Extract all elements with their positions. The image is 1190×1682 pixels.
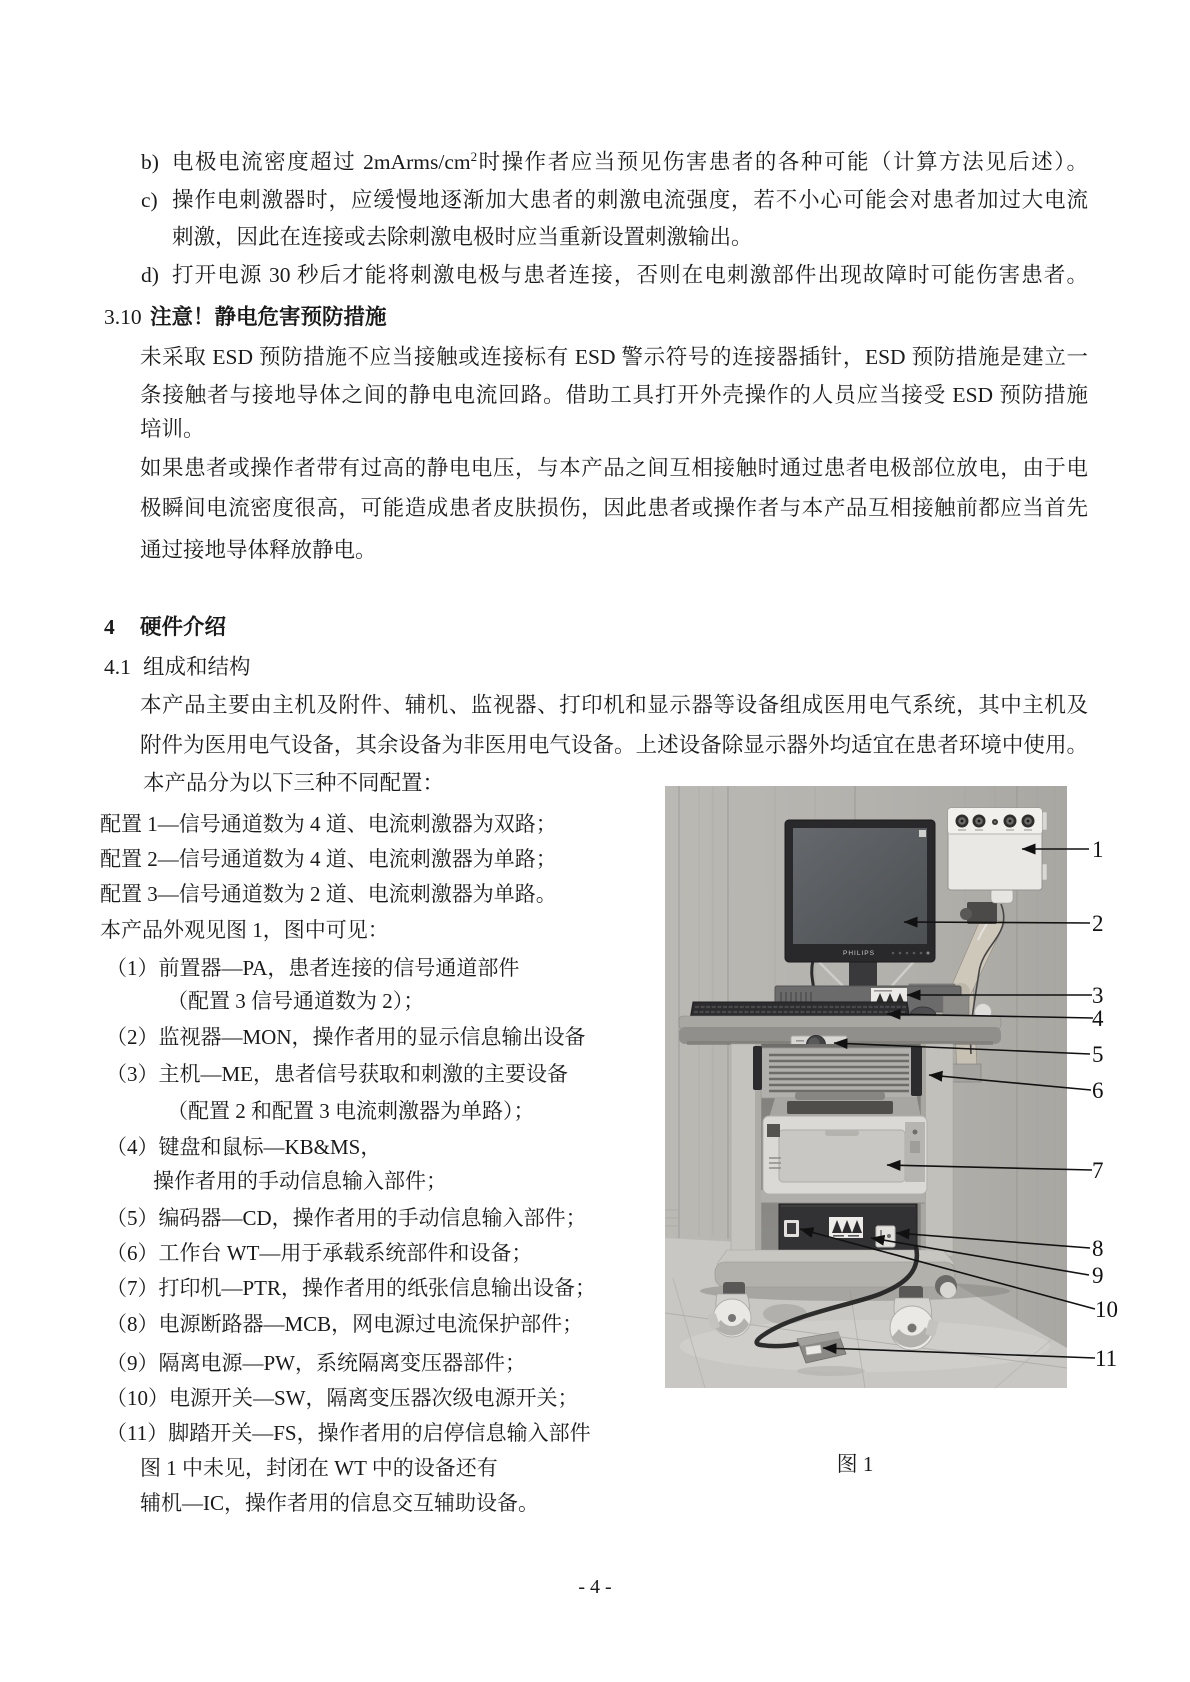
section-4-title: 硬件介绍 <box>140 615 227 639</box>
figure-list-item-10: （10）电源开关—SW，隔离变压器次级电源开关； <box>106 1386 579 1410</box>
figure-list-item-5: （5）编码器—CD，操作者用的手动信息输入部件； <box>106 1206 587 1230</box>
figure-1 <box>665 786 1125 1401</box>
power-unit <box>779 1204 917 1252</box>
para1-line1: 未采取 ESD 预防措施不应当接触或连接标有 ESD 警示符号的连接器插针，ESD 预防措施是建立一 <box>140 345 1088 369</box>
figure-list-item-6: （6）工作台 WT—用于承载系统部件和设备； <box>106 1241 533 1265</box>
callout-4: 4 <box>1092 1006 1104 1031</box>
figure-list-item-7: （7）打印机—PTR，操作者用的纸张信息输出设备； <box>106 1276 597 1300</box>
config-intro: 本产品分为以下三种不同配置： <box>143 771 445 795</box>
section-41-title: 组成和结构 <box>143 655 251 679</box>
item-b-text: 电极电流密度超过 2mArms/cm <box>172 150 471 174</box>
page-number: - 4 - <box>578 1576 612 1598</box>
figure-1-svg <box>665 786 1125 1401</box>
printer <box>763 1092 927 1194</box>
para1-line2: 条接触者与接地导体之间的静电电流回路。借助工具打开外壳操作的人员应当接受 ESD 预防措施 <box>140 383 1088 407</box>
callout-8: 8 <box>1092 1236 1104 1261</box>
callout-2: 2 <box>1092 911 1104 936</box>
figure-list-item-11b: 图 1 中未见，封闭在 WT 中的设备还有 <box>140 1456 498 1480</box>
figure-list-item-2: （2）监视器—MON，操作者用的显示信息输出设备 <box>106 1025 586 1049</box>
figure-list-item-4: （4）键盘和鼠标—KB&MS， <box>106 1135 382 1159</box>
para3-line2: 附件为医用电气设备，其余设备为非医用电气设备。上述设备除显示器外均适宜在患者环境中使用。 <box>140 733 1088 757</box>
list-item-b <box>172 147 1088 177</box>
figure-list-item-11c: 辅机—IC，操作者用的信息交互辅助设备。 <box>140 1491 539 1515</box>
section-41-number: 4.1 <box>104 655 131 679</box>
callout-1: 1 <box>1092 837 1104 862</box>
section-4-number: 4 <box>104 615 115 639</box>
figure-list-item-1: （1）前置器—PA，患者连接的信号通道部件 <box>106 956 520 980</box>
section-310-number: 3.10 <box>104 305 142 329</box>
figure-list-item-4b: 操作者用的手动信息输入部件； <box>153 1169 447 1193</box>
para3-line1: 本产品主要由主机及附件、辅机、监视器、打印机和显示器等设备组成医用电气系统，其中主机及 <box>140 693 1088 717</box>
list-marker-d: d) <box>141 263 159 287</box>
para2-line2: 极瞬间电流密度很高，可能造成患者皮肤损伤，因此患者或操作者与本产品互相接触前都应当首先 <box>140 496 1088 520</box>
callout-7: 7 <box>1092 1158 1104 1183</box>
para2-line1: 如果患者或操作者带有过高的静电电压，与本产品之间互相接触时通过患者电极部位放电，由于电 <box>140 456 1088 480</box>
figure-list-item-9: （9）隔离电源—PW，系统隔离变压器部件； <box>106 1351 526 1375</box>
config-1: 配置 1—信号通道数为 4 道、电流刺激器为双路； <box>100 812 557 836</box>
para1-line3: 培训。 <box>140 417 205 441</box>
callout-6: 6 <box>1092 1078 1104 1103</box>
config-3: 配置 3—信号通道数为 2 道、电流刺激器为单路。 <box>100 882 557 906</box>
para2-line3: 通过接地导体释放静电。 <box>140 538 377 562</box>
item-b-text-cont: 时操作者应当预见伤害患者的各种可能（计算方法见后述）。 <box>477 150 1088 174</box>
list-marker-c: c) <box>141 188 158 212</box>
figure-list-item-8: （8）电源断路器—MCB，网电源过电流保护部件； <box>106 1312 584 1336</box>
vented-cabinet <box>753 1046 922 1098</box>
power-unit-logo <box>829 1217 863 1238</box>
item-b-superscript: 2 <box>470 148 478 164</box>
figure-list-item-3b: （配置 2 和配置 3 电流刺激器为单路）； <box>167 1099 535 1123</box>
section-310-title: 注意！静电危害预防措施 <box>150 305 387 329</box>
callout-5: 5 <box>1092 1042 1104 1067</box>
mcb-switch <box>876 1226 895 1247</box>
figure-list-item-3: （3）主机—ME，患者信号获取和刺激的主要设备 <box>106 1062 568 1086</box>
config-2: 配置 2—信号通道数为 4 道、电流刺激器为单路； <box>100 847 557 871</box>
monitor-brand-label: PHILIPS <box>843 950 875 957</box>
callout-9: 9 <box>1092 1263 1104 1288</box>
figure-callout-numbers <box>1092 837 1118 1371</box>
callout-10: 10 <box>1095 1297 1118 1322</box>
list-item-c-line1: 操作电刺激器时，应缓慢地逐渐加大患者的刺激电流强度，若不小心可能会对患者加过大电流 <box>172 188 1088 212</box>
list-marker-b: b) <box>141 150 159 174</box>
figure-list-item-1b: （配置 3 信号通道数为 2）； <box>167 989 425 1013</box>
figure-list-item-11: （11）脚踏开关—FS，操作者用的启停信息输入部件 <box>106 1421 591 1445</box>
screen-corner-label <box>919 830 926 837</box>
callout-3: 3 <box>1092 983 1104 1008</box>
callout-11: 11 <box>1095 1346 1118 1371</box>
figure-list-intro: 本产品外观见图 1，图中可见： <box>100 918 389 942</box>
list-item-d: 打开电源 30 秒后才能将刺激电极与患者连接，否则在电刺激部件出现故障时可能伤害患者。 <box>172 263 1088 287</box>
figure-caption: 图 1 <box>836 1452 874 1476</box>
list-item-c-line2: 刺激，因此在连接或去除刺激电极时应当重新设置刺激输出。 <box>172 225 753 249</box>
sw-switch <box>784 1220 799 1237</box>
